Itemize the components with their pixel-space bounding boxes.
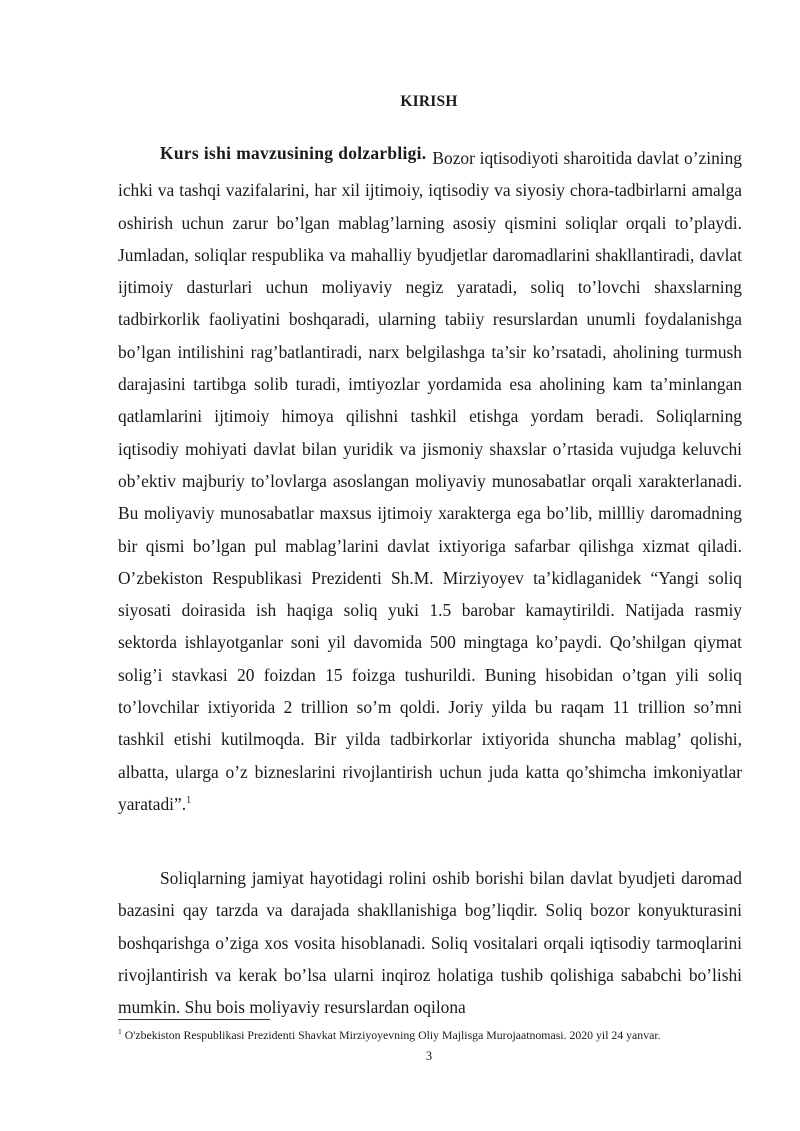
paragraph-tax-role: [118, 862, 742, 1023]
paragraph-text: Soliqlarning jamiyat hayotidagi rolini oshib borishi bilan davlat byudjeti daromad bazasini qay tarzda va darajada shakllanishiga bog’liqdir. Soliq bozor konyukturasini boshqarishga o’ziga xos vosita hisoblanadi. Soliq vositalari orqali iqtisodiy tarmoqlarini rivojlantirish va kerak bo’lsa ularni inqiroz holatiga tushib qolishiga sababchi bo’lishi mumkin. Shu bois moliyaviy resurslardan oqilona: [118, 868, 742, 1018]
footnote-reference[interactable]: 1: [186, 795, 192, 807]
footnote-separator: [118, 1019, 270, 1020]
footnote-text: O'zbekiston Respublikasi Prezidenti Shavkat Mirziyoyevning Oliy Majlisga Murojaatnomasi. 2020 yil 24 yanvar.: [124, 1028, 661, 1042]
paragraph-text: Bozor iqtisodiyoti sharoitida davlat o’zining ichki va tashqi vazifalarini, har xil ijtimoiy, iqtisodiy va siyosiy chora-tadbirlarni amalga oshirish uchun zarur bo’lgan mablag’larning asosiy qismini soliqlar orqali to’playdi. Jumladan, soliqlar respublika va mahalliy byudjetlar daromadlarini shakllantiradi, davlat ijtimoiy dasturlari uchun moliyaviy negiz yaratadi, soliq to’lovchi shaxslarning tadbirkorlik faoliyatini boshqaradi, ularning tabiiy resurslardan unumli foydalanishga bo’lgan intilishini rag’batlantiradi, narx belgilashga ta’sir ko’rsatadi, aholining turmush darajasini tartibga solib turadi, imtiyozlar yordamida esa aholining kam ta’minlangan qatlamlarini ijtimoiy himoya qilishni tashkil etishga yordam beradi. Soliqlarning iqtisodiy mohiyati davlat bilan yuridik va jismoniy shaxslar o’rtasida vujudga keluvchi ob’ektiv majburiy to’lovlarga asoslangan moliyaviy munosabatlar orqali xarakterlanadi. Bu moliyaviy munosabatlar maxsus ijtimoiy xarakterga ega bo’lib, millliy daromadning bir qismi bo’lgan pul mablag’larini davlat ixtiyoriga safarbar qilishga xizmat qiladi. O’zbekiston Respublikasi Prezidenti Sh.M. Mirziyoyev ta’kidlaganidek “Yangi soliq siyosati doirasida ish haqiga soliq yuki 1.5 barobar kamaytirildi. Natijada rasmiy sektorda ishlayotganlar soni yil davomida 500 mingtaga ko’paydi. Qo’shilgan qiymat solig’i stavkasi 20 foizdan 15 foizga tushurildi. Buning hisobidan o’tgan yili soliq to’lovchilar ixtiyorida 2 trillion so’m qoldi. Joriy yilda bu raqam 11 trillion so’mni tashkil etishi kutilmoqda. Bir yilda tadbirkorlar ixtiyorida shuncha mablag’ qolishi, albatta, ularga o’z bizneslarini rivojlantirish uchun juda katta qo’shimcha imkoniyatlar yaratadi”.: [118, 148, 743, 814]
page-number: 3: [425, 1049, 433, 1063]
paragraph-lead: Kurs ishi mavzusining dolzarbligi.: [160, 143, 427, 163]
section-heading: KIRISH: [400, 93, 458, 110]
paragraph-relevance: [118, 142, 742, 820]
footnote-number: 1: [118, 1027, 122, 1037]
footnote: [118, 1028, 758, 1043]
